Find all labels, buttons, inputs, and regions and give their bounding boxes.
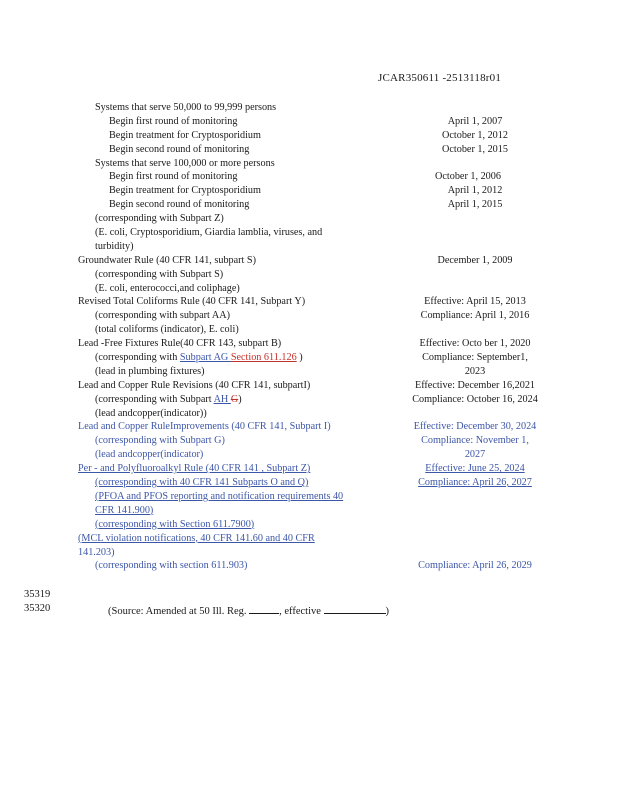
table-row: [0, 448, 618, 462]
schedule-left-text: 141.203): [78, 546, 115, 558]
schedule-right-text: April 1, 2007: [447, 115, 503, 127]
table-row: [0, 476, 618, 490]
table-row: [0, 240, 618, 254]
schedule-right-text: October 1, 2012: [442, 129, 508, 141]
source-middle: , effective: [279, 606, 321, 617]
schedule-left-text: (corresponding with Subpart G): [95, 435, 225, 447]
schedule-right-text: Compliance: November 1,: [421, 435, 529, 447]
schedule-left-text: (corresponding with Subpart S): [95, 268, 224, 280]
table-row: [0, 546, 618, 560]
table-row: [0, 295, 618, 309]
table-row: [0, 518, 618, 532]
table-row: [0, 365, 618, 379]
table-row: [0, 115, 618, 129]
schedule-right-text: April 1, 2015: [447, 199, 503, 211]
schedule-right-text: 2027: [464, 449, 486, 461]
table-row: [0, 309, 618, 323]
schedule-left-text: Systems that serve 100,000 or more persons: [95, 157, 275, 169]
schedule-left-text: (PFOA and PFOS reporting and notification requirements 40: [95, 490, 344, 502]
schedule-left-text: (E. coli, Cryptosporidium, Giardia lamblia, viruses, and: [95, 227, 323, 239]
table-row: [0, 559, 618, 573]
table-row: [0, 170, 618, 184]
schedule-right-text: October 1, 2015: [442, 143, 508, 155]
schedule-right-text: Effective: December 16,2021: [414, 379, 536, 391]
schedule-left-text: (corresponding with subpart AA): [95, 310, 230, 322]
line-numbers: [24, 588, 50, 616]
table-row: [0, 268, 618, 282]
table-row: [0, 351, 618, 365]
source-suffix: ): [385, 606, 390, 617]
text-segment: (corresponding with: [95, 352, 180, 364]
schedule-right-text: Compliance: April 1, 2016: [420, 310, 530, 322]
table-row: [0, 157, 618, 171]
table-row: [0, 407, 618, 421]
text-segment: ): [296, 352, 303, 364]
schedule-left-text: Lead -Free Fixtures Rule(40 CFR 143, subpart B): [78, 338, 282, 350]
text-segment: ): [238, 393, 242, 405]
schedule-left-text: (corresponding with section 611.903): [95, 560, 248, 572]
table-row: [0, 490, 618, 504]
schedule-left-text: Begin second round of monitoring: [109, 143, 250, 155]
schedule-left-text: Lead and Copper RuleImprovements (40 CFR 141, Subpart I): [78, 421, 331, 433]
schedule-left-text: Begin treatment for Cryptosporidium: [109, 129, 261, 141]
table-row: [0, 101, 618, 115]
line-number: 35320: [24, 603, 51, 614]
schedule-right-text: Compliance: April 26, 2029: [418, 560, 532, 572]
source-note: [108, 603, 389, 617]
table-row: [0, 420, 618, 434]
table-row: [0, 434, 618, 448]
schedule-right-text: April 1, 2012: [447, 185, 503, 197]
inserted-text: Section 611.126: [230, 352, 297, 364]
schedule-left-text: (E. coli, enterococci,and coliphage): [95, 282, 240, 294]
table-row: [0, 379, 618, 393]
schedule-right-text: Compliance: September1,: [422, 352, 528, 364]
schedule-right-text: Effective: June 25, 2024: [425, 463, 525, 475]
schedule-right-text: Effective: April 15, 2013: [424, 296, 526, 308]
inserted-text: Subpart AG: [179, 352, 231, 364]
schedule-left-text: (lead andcopper(indicator): [95, 449, 204, 461]
table-row: [0, 212, 618, 226]
schedule-left-text: Revised Total Coliforms Rule (40 CFR 141, Subpart Y): [78, 296, 306, 308]
table-row: [0, 143, 618, 157]
schedule-left-text: Systems that serve 50,000 to 99,999 persons: [95, 102, 277, 113]
schedule-right-text: Compliance: April 26, 2027: [418, 477, 532, 489]
table-row: [0, 254, 618, 268]
table-row: [0, 337, 618, 351]
schedule-right-text: October 1, 2006: [435, 171, 501, 183]
text-segment: (corresponding with Subpart: [95, 393, 214, 405]
table-row: [0, 532, 618, 546]
schedule-left-text: Begin first round of monitoring: [109, 171, 238, 183]
effective-date-blank: [324, 603, 386, 614]
schedule-left-text: CFR 141.900): [95, 504, 154, 516]
schedule-right-text: 2023: [464, 365, 486, 377]
schedule-left-text: [95, 393, 242, 407]
schedule-left-text: (corresponding with 40 CFR 141 Subparts O and Q): [95, 477, 309, 489]
schedule-left-text: Begin first round of monitoring: [109, 115, 238, 127]
schedule-left-text: turbidity): [95, 240, 134, 252]
inserted-text: AH: [213, 393, 231, 405]
schedule-left-text: (lead in plumbing fixtures): [95, 365, 205, 377]
schedule-left-text: Begin treatment for Cryptosporidium: [109, 185, 261, 197]
table-row: [0, 129, 618, 143]
table-row: [0, 462, 618, 476]
schedule-right-text: December 1, 2009: [437, 254, 513, 266]
table-row: [0, 198, 618, 212]
table-row: [0, 226, 618, 240]
schedule-left-text: (lead andcopper(indicator)): [95, 407, 207, 419]
schedule-left-text: (corresponding with Subpart Z): [95, 213, 224, 225]
schedule-right-text: Compliance: October 16, 2024: [412, 393, 538, 405]
compliance-schedule-table: [0, 101, 618, 573]
schedule-left-text: (corresponding with Section 611.7900): [95, 518, 255, 530]
schedule-right-text: Effective: Octo ber 1, 2020: [419, 338, 531, 350]
table-row: [0, 504, 618, 518]
table-row: [0, 184, 618, 198]
schedule-left-text: Begin second round of monitoring: [109, 199, 250, 211]
schedule-left-text: Groundwater Rule (40 CFR 141, subpart S): [78, 254, 256, 266]
schedule-left-text: (total coliforms (indicator), E. coli): [95, 324, 239, 336]
schedule-left-text: (MCL violation notifications, 40 CFR 141.60 and 40 CFR: [78, 532, 315, 544]
schedule-left-text: [95, 351, 303, 365]
line-number: 35319: [24, 589, 51, 600]
document-id: JCAR350611 -2513118r01: [378, 72, 502, 84]
deleted-text: G: [230, 393, 239, 405]
schedule-right-text: Effective: December 30, 2024: [413, 421, 537, 433]
table-row: [0, 323, 618, 337]
source-prefix: (Source: Amended at 50 Ill. Reg.: [108, 606, 247, 617]
schedule-left-text: Lead and Copper Rule Revisions (40 CFR 141, subpartI): [78, 379, 311, 391]
register-page-blank: [249, 603, 279, 614]
table-row: [0, 393, 618, 407]
table-row: [0, 282, 618, 296]
schedule-left-text: Per - and Polyfluoroalkyl Rule (40 CFR 141 , Subpart Z): [78, 463, 311, 475]
